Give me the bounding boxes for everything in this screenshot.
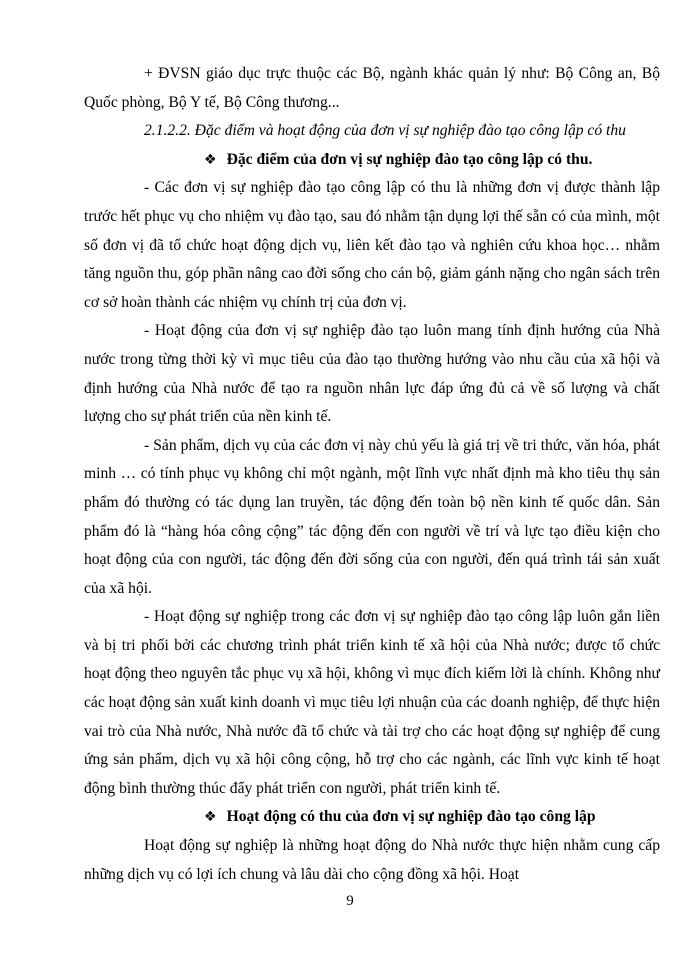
paragraph-established: - Các đơn vị sự nghiệp đào tạo công lập có thu là những đơn vị được thành lập trước hết phục vụ cho nhiệm vụ đào tạo, sau đó nhằm tận dụng lợi thế sẵn có của mình, một số đơn vị đã tổ chức hoạt động dịch vụ, liên kết đào tạo và nghiên cứu khoa học… nhằm tăng nguồn thu, góp phần nâng cao đời sống cho cán bộ, giảm gánh nặng cho ngân sách trên cơ sở hoàn thành các nhiệm vụ chính trị của đơn vị. xyxy=(84,179,660,311)
document-body xyxy=(84,60,660,889)
paragraph-products: - Sản phẩm, dịch vụ của các đơn vị này chủ yếu là giá trị về tri thức, văn hóa, phát minh … có tính phục vụ không chỉ một ngành, một lĩnh vực nhất định mà kho tiêu thụ sản phẩm đó thường có tác dụng lan truyền, tác động đến toàn bộ nền kinh tế quốc dân. Sản phẩm đó là “hàng hóa công cộng” tác động đến con người về trí và lực tạo điều kiện cho hoạt động của con người, tác động đến đời sống của con người, đến quá trình tái sản xuất của xã hội. xyxy=(84,436,660,597)
paragraph-ministries: + ĐVSN giáo dục trực thuộc các Bộ, ngành khác quản lý như: Bộ Công an, Bộ Quốc phòng, Bộ Y tế, Bộ Công thương... xyxy=(84,65,660,111)
diamond-bullet-icon: ❖ xyxy=(204,151,217,168)
subheading-revenue-activities xyxy=(84,803,660,832)
diamond-bullet-icon: ❖ xyxy=(204,809,217,826)
paragraph-activities: Hoạt động sự nghiệp là những hoạt động do Nhà nước thực hiện nhằm cung cấp những dịch vụ có lợi ích chung và lâu dài cho cộng đồng xã hội. Hoạt xyxy=(84,837,660,883)
paragraph-programs: - Hoạt động sự nghiệp trong các đơn vị sự nghiệp đào tạo công lập luôn gắn liền và bị tri phối bởi các chương trình phát triển kinh tế xã hội của Nhà nước; được tổ chức hoạt động theo nguyên tắc phục vụ xã hội, không vì mục đích kiếm lời là chính. Không như các hoạt động sản xuất kinh doanh vì mục tiêu lợi nhuận của các doanh nghiệp, để thực hiện vai trò của Nhà nước, Nhà nước đã tổ chức và tài trợ cho các hoạt động sự nghiệp để cung ứng sản phẩm, dịch vụ xã hội công cộng, hỗ trợ cho các ngành, các lĩnh vực kinh tế hoạt động bình thường thúc đẩy phát triển con người, phát triển kinh tế. xyxy=(84,608,660,797)
subheading-characteristics-text: Đặc điểm của đơn vị sự nghiệp đào tạo công lập có thu. xyxy=(226,150,593,168)
section-heading-2-1-2-2: 2.1.2.2. Đặc điểm và hoạt động của đơn vị sự nghiệp đào tạo công lập có thu xyxy=(144,122,626,140)
subheading-characteristics xyxy=(84,146,660,175)
page-number: 9 xyxy=(346,893,354,909)
paragraph-orientation: - Hoạt động của đơn vị sự nghiệp đào tạo luôn mang tính định hướng của Nhà nước trong từng thời kỳ vì mục tiêu của đào tạo thường hướng vào nhu cầu của xã hội và định hướng của Nhà nước để tạo ra nguồn nhân lực đáp ứng đủ cả về số lượng và chất lượng cho sự phát triển của nền kinh tế. xyxy=(84,322,660,426)
subheading-revenue-activities-text: Hoạt động có thu của đơn vị sự nghiệp đào tạo công lập xyxy=(226,808,596,826)
